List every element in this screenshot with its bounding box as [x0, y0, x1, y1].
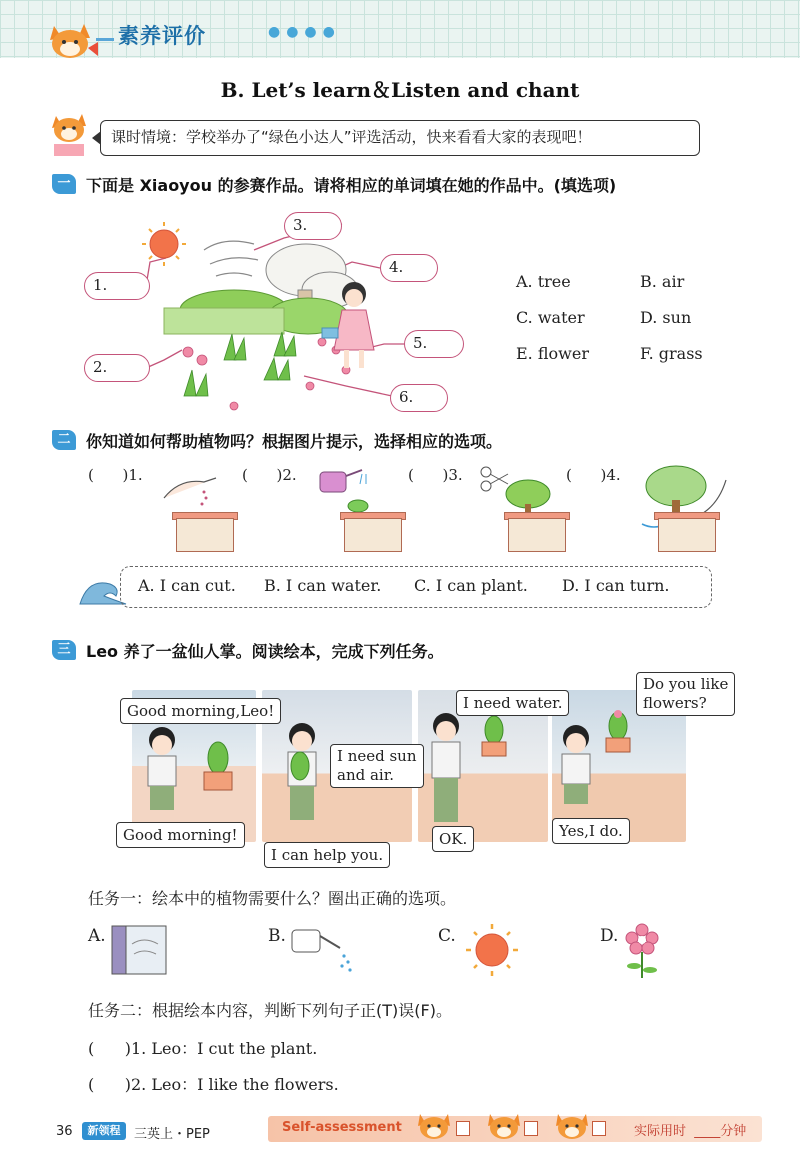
- fox-reading-icon: [48, 110, 92, 160]
- bubble-help-you: I can help you.: [264, 842, 390, 868]
- pot-4: [658, 518, 716, 552]
- hand-seeds-icon: [160, 468, 222, 508]
- fox-face-icon: [486, 1110, 522, 1142]
- bubble-like-flowers-line2: flowers?: [643, 694, 707, 712]
- task1-option-d[interactable]: D.: [600, 926, 619, 946]
- blank-3[interactable]: 3.: [284, 212, 342, 240]
- sun-icon: [460, 920, 524, 980]
- section-1-instruction: 下面是 Xiaoyou 的参赛作品。请将相应的单词填在她的作品中。(填选项): [86, 176, 617, 195]
- page-title: B. Let’s learn＆Listen and chant: [220, 78, 580, 102]
- bubble-like-flowers-line1: Do you like: [643, 675, 729, 693]
- blank-2[interactable]: 2.: [84, 354, 150, 382]
- pot-1: [176, 518, 234, 552]
- blank-4[interactable]: 4.: [380, 254, 438, 282]
- bubble-need-sun-line2: and air.: [337, 766, 395, 784]
- header-dash: [96, 38, 114, 41]
- section-badge-3: 三: [52, 640, 76, 660]
- context-banner: 课时情境：学校举办了“绿色小达人”评选活动，快来看看大家的表现吧！: [100, 120, 700, 156]
- item-2-answer[interactable]: ( )2.: [242, 466, 297, 484]
- self-assessment-box-3[interactable]: [592, 1121, 606, 1136]
- bubble-ok: OK.: [432, 826, 474, 852]
- header-title: 素养评价: [118, 24, 206, 48]
- time-spent-label: 实际用时 ____分钟: [634, 1124, 747, 1139]
- paw-prints-icon: ●●●●: [268, 24, 341, 40]
- blank-1[interactable]: 1.: [84, 272, 150, 300]
- bubble-need-sun: [330, 744, 424, 788]
- bubble-like-flowers: [636, 672, 735, 716]
- self-assessment-box-1[interactable]: [456, 1121, 470, 1136]
- self-assessment-box-2[interactable]: [524, 1121, 538, 1136]
- task2-item-2[interactable]: ( )2. Leo：I like the flowers.: [88, 1075, 339, 1094]
- choice-a: A. I can cut.: [138, 576, 236, 595]
- watering-can-water-icon: [290, 922, 362, 978]
- section-2-instruction: 你知道如何帮助植物吗？根据图片提示，选择相应的选项。: [86, 432, 503, 451]
- option-f: F. grass: [640, 344, 703, 363]
- bubble-good-morning: Good morning!: [116, 822, 245, 848]
- flower-icon: [620, 920, 664, 980]
- choice-d: D. I can turn.: [562, 576, 670, 595]
- brand-badge: 新领程: [82, 1122, 126, 1140]
- page-number: 36: [56, 1124, 73, 1139]
- watering-can-icon: [316, 466, 386, 518]
- choice-b: B. I can water.: [264, 576, 382, 595]
- fox-mascot-icon: [44, 18, 100, 60]
- item-4-answer[interactable]: ( )4.: [566, 466, 621, 484]
- scissors-tree-icon: [478, 462, 558, 518]
- fox-face-icon: [416, 1110, 452, 1142]
- task1-option-b[interactable]: B.: [268, 926, 286, 946]
- pot-3: [508, 518, 566, 552]
- book-label: 三英上・PEP: [134, 1127, 210, 1142]
- item-3-answer[interactable]: ( )3.: [408, 466, 463, 484]
- task-1-instruction: 任务一：绘本中的植物需要什么？圈出正确的选项。: [88, 889, 457, 908]
- bubble-good-morning-leo: Good morning,Leo!: [120, 698, 281, 724]
- blank-6[interactable]: 6.: [390, 384, 448, 412]
- item-1-answer[interactable]: ( )1.: [88, 466, 143, 484]
- option-d: D. sun: [640, 308, 692, 327]
- bubble-yes: Yes,I do.: [552, 818, 630, 844]
- option-c: C. water: [516, 308, 585, 327]
- section-badge-1: 一: [52, 174, 76, 194]
- task-2-instruction: 任务二：根据绘本内容，判断下列句子正(T)误(F)。: [88, 1001, 452, 1020]
- self-assessment-label: Self-assessment: [282, 1120, 402, 1135]
- choice-c: C. I can plant.: [414, 576, 528, 595]
- fox-face-icon: [554, 1110, 590, 1142]
- task2-item-1[interactable]: ( )1. Leo：I cut the plant.: [88, 1039, 318, 1058]
- bubble-need-water: I need water.: [456, 690, 569, 716]
- section-3-instruction: Leo 养了一盆仙人掌。阅读绘本，完成下列任务。: [86, 642, 444, 661]
- blank-5[interactable]: 5.: [404, 330, 464, 358]
- section-badge-2: 二: [52, 430, 76, 450]
- task1-option-a[interactable]: A.: [88, 926, 106, 946]
- option-b: B. air: [640, 272, 685, 291]
- task1-option-c[interactable]: C.: [438, 926, 456, 946]
- pot-2: [344, 518, 402, 552]
- window-wind-icon: [108, 922, 170, 978]
- bubble-need-sun-line1: I need sun: [337, 747, 417, 765]
- option-e: E. flower: [516, 344, 589, 363]
- option-a: A. tree: [516, 272, 571, 291]
